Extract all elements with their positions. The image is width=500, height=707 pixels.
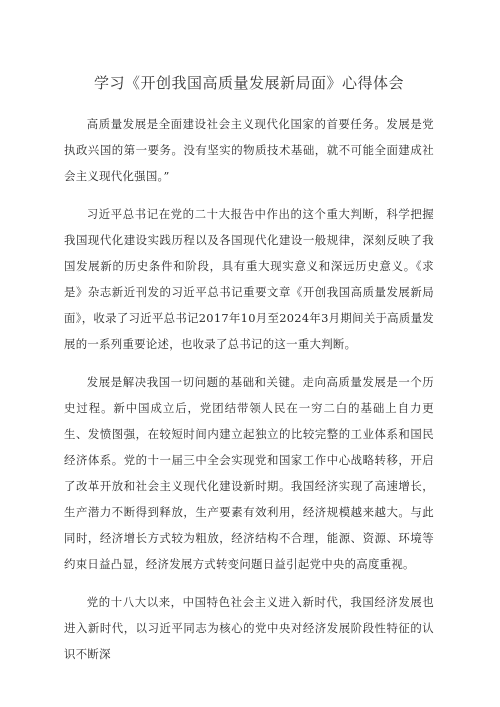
paragraph-3: 发展是解决我国一切问题的基础和关键。走向高质量发展是一个历史过程。新中国成立后，党团结带领人民在一穷二白的基础上自力更生、发愤图强，在较短时间内建立起独立的比较完整的工业体系和国民经济体系。党的十一届三中全会实现党和国家工作中心战略转移，开启了改革开放和社会主义现代化建设新时期。我国经济实现了高速增长，生产潜力不断得到释放，生产要素有效利用，经济规模越来越大。与此同时，经济增长方式较为粗放，经济结构不合理，能源、资源、环境等约束日益凸显，经济发展方式转变问题日益引起党中央的高度重视。 — [64, 375, 434, 571]
document-title: 学习《开创我国高质量发展新局面》心得体会 — [93, 74, 404, 92]
paragraph-2: 习近平总书记在党的二十大报告中作出的这个重大判断，科学把握我国现代化建设实践历程以及各国现代化建设一般规律，深刻反映了我国发展新的历史条件和阶段，具有重大现实意义和深远历史意义。《求是》杂志新近刊发的习近平总书记重要文章《开创我国高质量发展新局面》，收录了习近平总书记2017年10月至2024年3月期间关于高质量发展的一系列重要论述，也收录了总书记的这一重大判断。 — [64, 207, 434, 351]
paragraph-1: 高质量发展是全面建设社会主义现代化国家的首要任务。发展是党执政兴国的第一要务。没有坚实的物质技术基础，就不可能全面建成社会主义现代化强国。” — [64, 117, 434, 183]
paragraph-4: 党的十八大以来，中国特色社会主义进入新时代，我国经济发展也进入新时代，以习近平同志为核心的党中央对经济发展阶段性特征的认识不断深 — [64, 595, 434, 661]
